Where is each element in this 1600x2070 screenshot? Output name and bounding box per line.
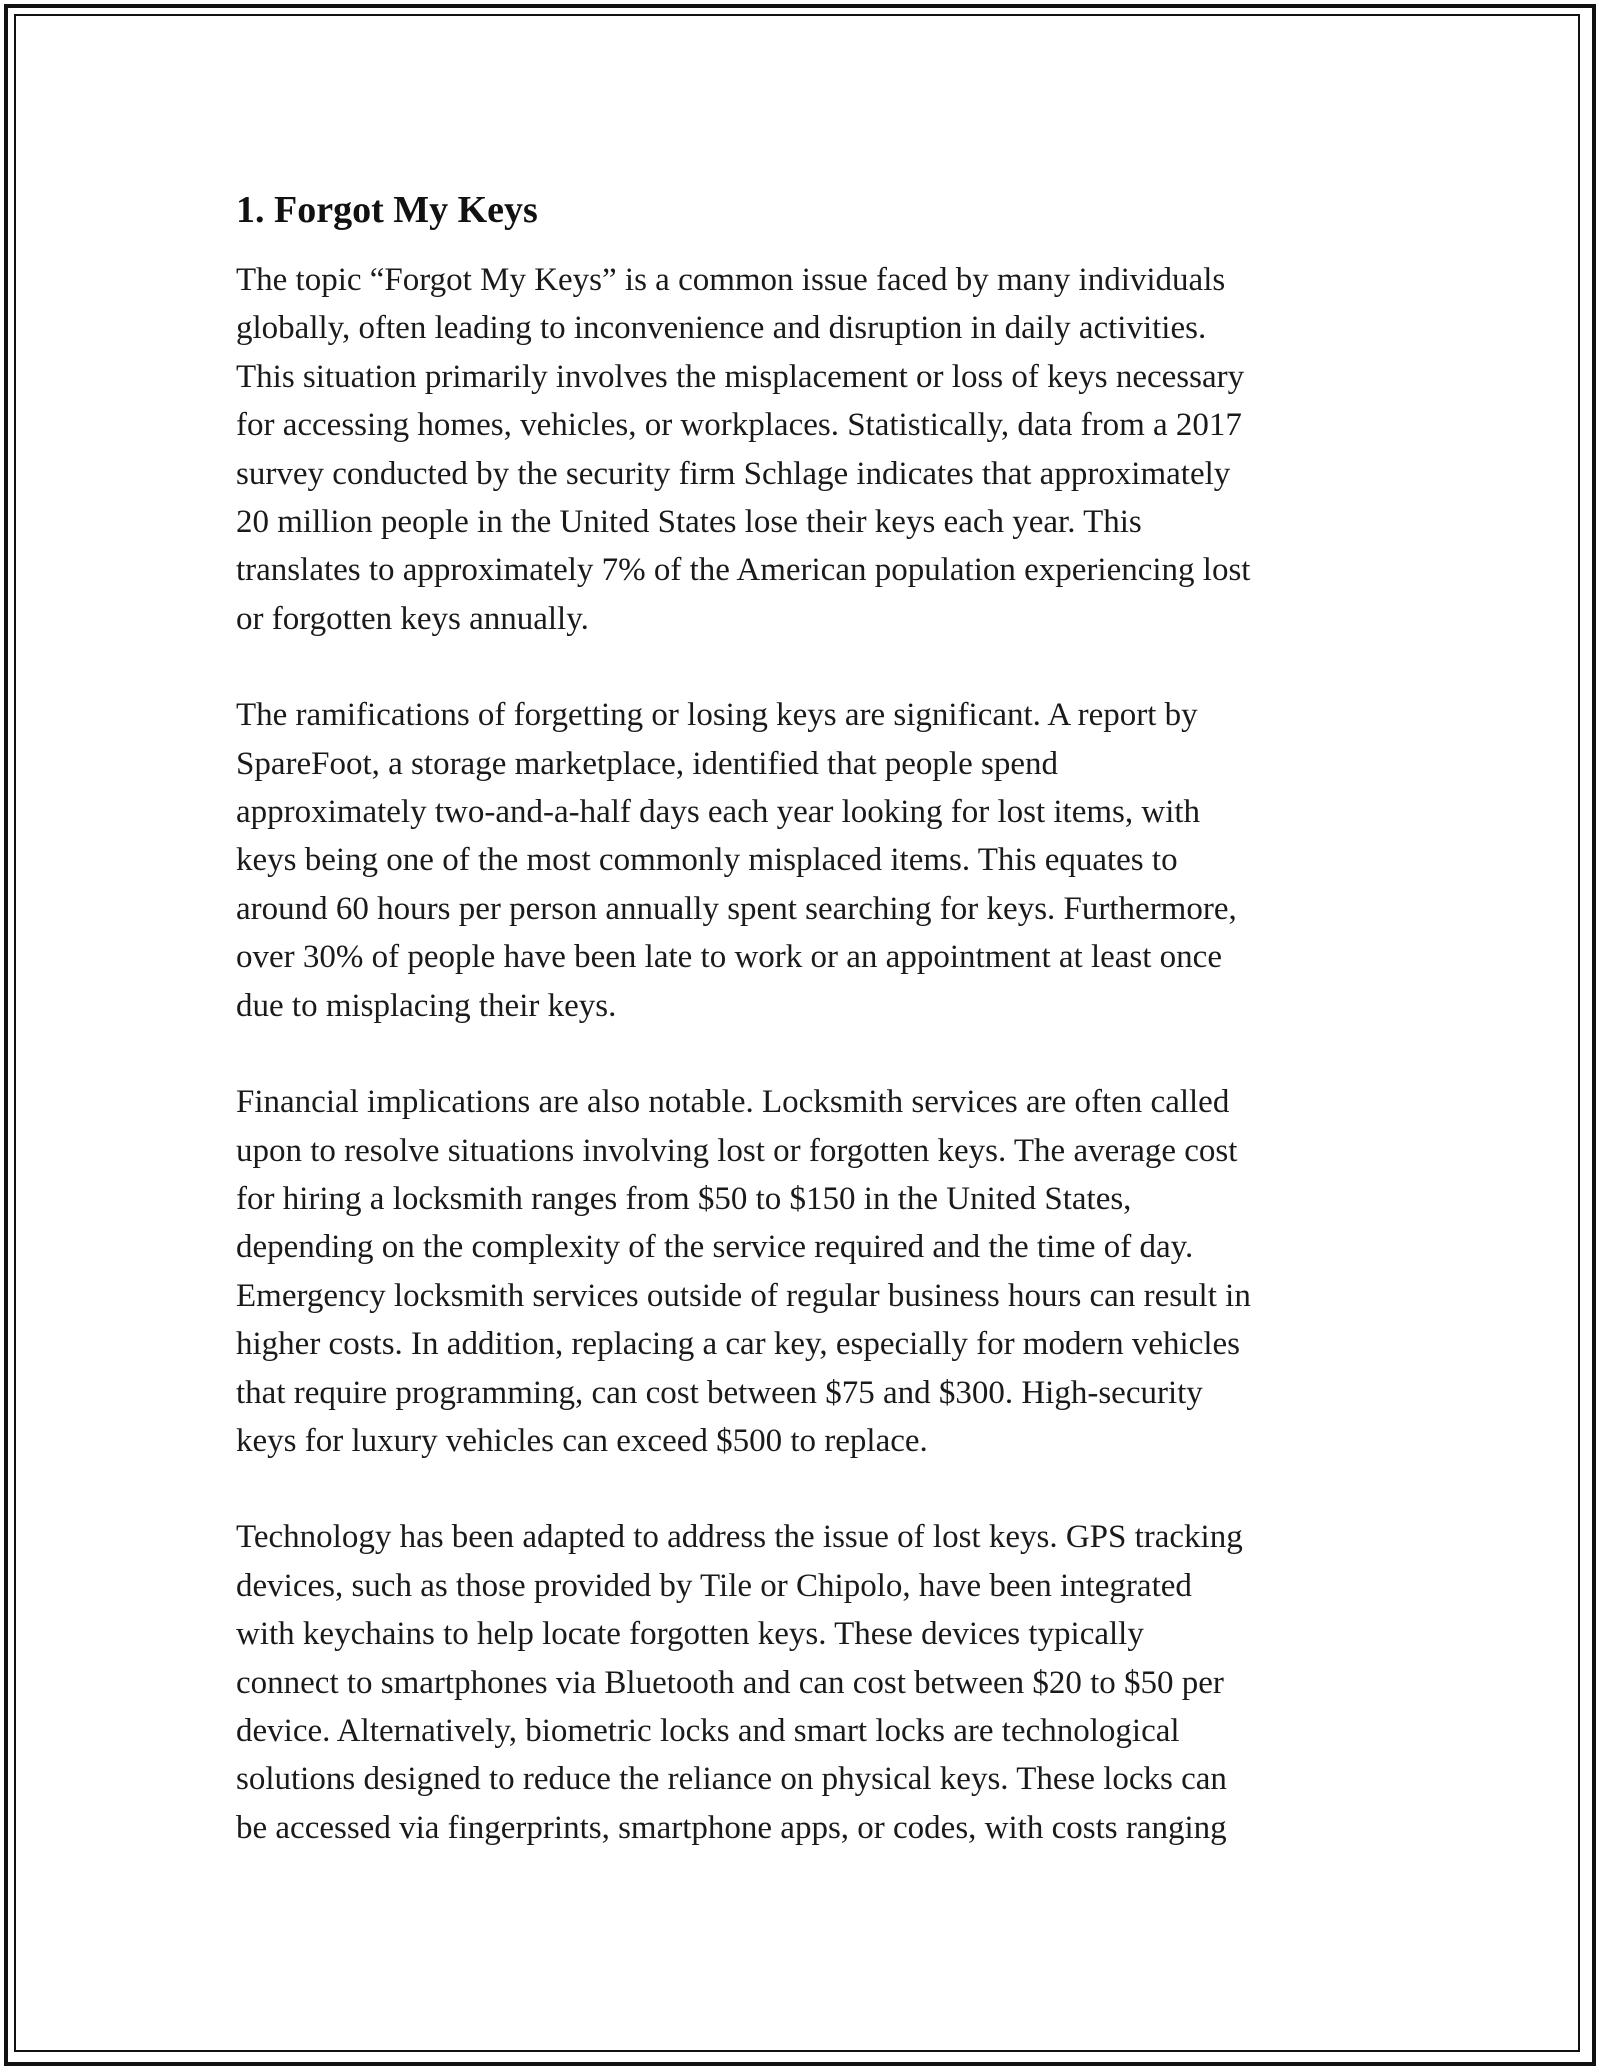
text-line: connect to smartphones via Bluetooth and can cost between $20 to $50 per [236, 1664, 1224, 1701]
text-line: be accessed via fingerprints, smartphone apps, or codes, with costs ranging [236, 1809, 1227, 1846]
text-line: devices, such as those provided by Tile or Chipolo, have been integrated [236, 1567, 1192, 1604]
text-line: higher costs. In addition, replacing a car key, especially for modern vehicles [236, 1326, 1240, 1363]
text-line: Technology has been adapted to address the issue of lost keys. GPS tracking [236, 1519, 1243, 1556]
text-line: translates to approximately 7% of the American population experiencing lost [236, 552, 1251, 589]
text-line: Emergency locksmith services outside of regular business hours can result in [236, 1277, 1251, 1314]
paragraph-ramifications [236, 691, 1376, 1030]
text-line: SpareFoot, a storage marketplace, identified that people spend [236, 745, 1058, 782]
text-line: The ramifications of forgetting or losing keys are significant. A report by [236, 697, 1198, 734]
text-line: over 30% of people have been late to work or an appointment at least once [236, 939, 1222, 976]
text-line: with keychains to help locate forgotten keys. These devices typically [236, 1616, 1144, 1653]
text-line: keys for luxury vehicles can exceed $500 to replace. [236, 1422, 928, 1459]
text-line: around 60 hours per person annually spent searching for keys. Furthermore, [236, 890, 1237, 927]
text-line: Financial implications are also notable. Locksmith services are often called [236, 1084, 1230, 1121]
text-line: keys being one of the most commonly misplaced items. This equates to [236, 842, 1178, 879]
text-line: depending on the complexity of the service required and the time of day. [236, 1229, 1194, 1266]
text-line: survey conducted by the security firm Schlage indicates that approximately [236, 455, 1231, 492]
text-line: The topic “Forgot My Keys” is a common issue faced by many individuals [236, 262, 1226, 298]
paragraph-intro [236, 256, 1376, 643]
text-line: This situation primarily involves the misplacement or loss of keys necessary [236, 358, 1245, 395]
paragraph-technology [236, 1513, 1376, 1852]
text-line: for accessing homes, vehicles, or workplaces. Statistically, data from a 2017 [236, 407, 1242, 444]
text-line: device. Alternatively, biometric locks and smart locks are technological [236, 1712, 1180, 1749]
text-line: for hiring a locksmith ranges from $50 to $150 in the United States, [236, 1180, 1132, 1217]
text-line: that require programming, can cost between $75 and $300. High-security [236, 1374, 1203, 1411]
text-line: 20 million people in the United States lose their keys each year. This [236, 504, 1142, 541]
text-line: due to misplacing their keys. [236, 987, 617, 1024]
text-line: globally, often leading to inconvenience and disruption in daily activities. [236, 310, 1207, 347]
text-line: or forgotten keys annually. [236, 600, 589, 637]
paragraph-financial [236, 1078, 1376, 1465]
text-line: upon to resolve situations involving lost or forgotten keys. The average cost [236, 1132, 1238, 1169]
section-heading: 1. Forgot My Keys [236, 189, 538, 231]
text-line: solutions designed to reduce the reliance on physical keys. These locks can [236, 1761, 1227, 1798]
document-page [236, 186, 1376, 1900]
text-line: approximately two-and-a-half days each year looking for lost items, with [236, 794, 1201, 831]
